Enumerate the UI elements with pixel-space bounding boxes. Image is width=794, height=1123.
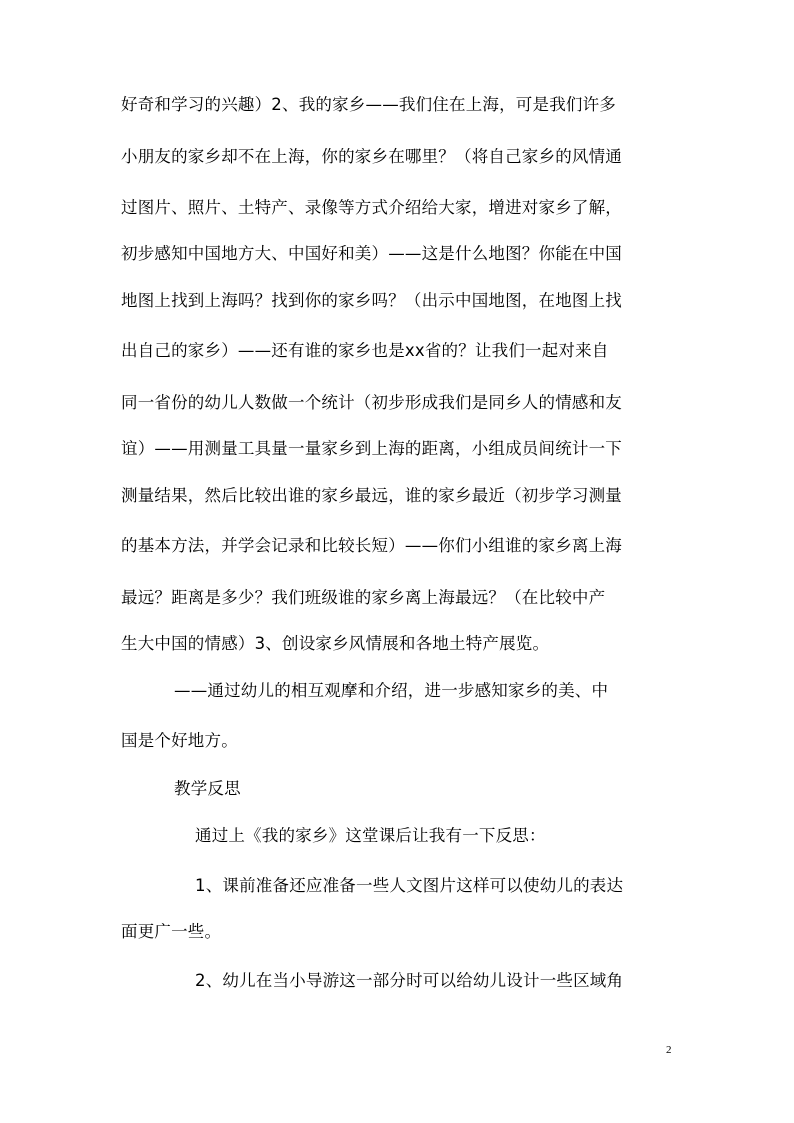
body-text-line: 生大中国的情感）3、创设家乡风情展和各地土特产展览。 bbox=[121, 634, 550, 653]
body-text-line: 同一省份的幼儿人数做一个统计（初步形成我们是同乡人的情感和友 bbox=[121, 393, 622, 412]
body-text-line: 的基本方法，并学会记录和比较长短）——你们小组谁的家乡离上海 bbox=[121, 536, 622, 555]
body-text-line: 1、课前准备还应准备一些人文图片这样可以使幼儿的表达 bbox=[195, 876, 624, 895]
body-text-line: 地图上找到上海吗？找到你的家乡吗？（出示中国地图，在地图上找 bbox=[121, 291, 622, 310]
page-number: 2 bbox=[666, 1044, 672, 1056]
body-text-line: 2、幼儿在当小导游这一部分时可以给幼儿设计一些区域角 bbox=[195, 971, 624, 990]
body-text-line: ——通过幼儿的相互观摩和介绍，进一步感知家乡的美、中 bbox=[174, 681, 609, 700]
body-text-line: 谊）——用测量工具量一量家乡到上海的距离，小组成员间统计一下 bbox=[121, 439, 622, 458]
body-text-line: 好奇和学习的兴趣）2、我的家乡——我们住在上海，可是我们许多 bbox=[121, 95, 616, 114]
body-text-line: 初步感知中国地方大、中国好和美）——这是什么地图？你能在中国 bbox=[121, 244, 622, 263]
body-text-line: 测量结果，然后比较出谁的家乡最远，谁的家乡最近（初步学习测量 bbox=[121, 486, 622, 505]
body-text-line: 最远？距离是多少？我们班级谁的家乡离上海最远？（在比较中产 bbox=[121, 588, 606, 607]
body-text-line: 通过上《我的家乡》这堂课后让我有一下反思： bbox=[195, 826, 546, 845]
body-text-line: 面更广一些。 bbox=[121, 922, 222, 941]
body-text-line: 过图片、照片、土特产、录像等方式介绍给大家，增进对家乡了解， bbox=[121, 198, 622, 217]
body-text-line: 国是个好地方。 bbox=[121, 731, 238, 750]
body-text-line: 出自己的家乡）——还有谁的家乡也是xx省的？让我们一起对来自 bbox=[121, 341, 609, 360]
section-heading: 教学反思 bbox=[174, 779, 241, 798]
body-text-line: 小朋友的家乡却不在上海，你的家乡在哪里？（将自己家乡的风情通 bbox=[121, 147, 622, 166]
